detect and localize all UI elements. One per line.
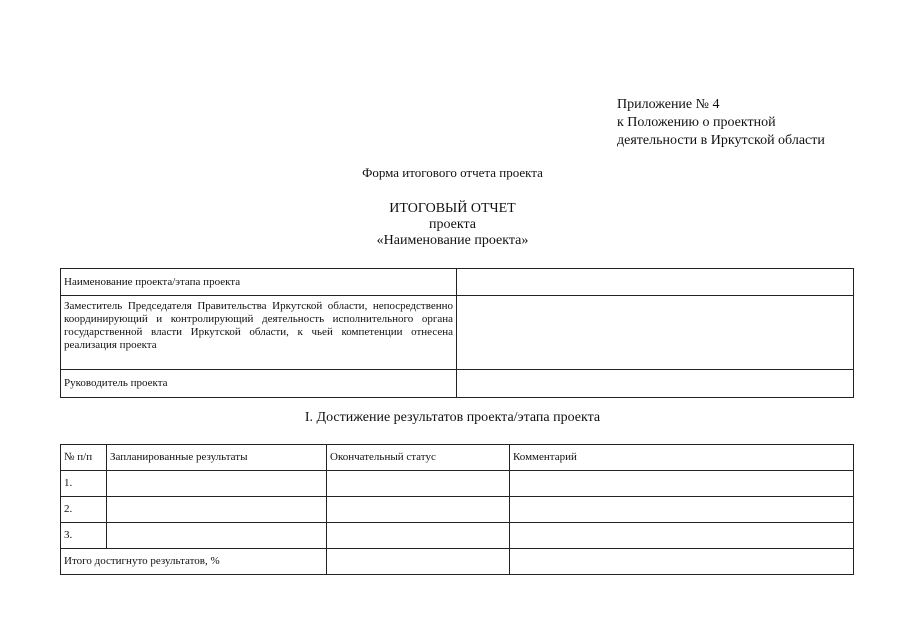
report-title: ИТОГОВЫЙ ОТЧЕТ bbox=[389, 201, 516, 216]
appendix-line-1: Приложение № 4 bbox=[617, 97, 720, 112]
row-status bbox=[327, 523, 510, 549]
table-row bbox=[61, 497, 854, 523]
info-value-project-manager bbox=[457, 370, 854, 398]
row-comment bbox=[510, 497, 854, 523]
appendix-note bbox=[617, 96, 825, 150]
row-result bbox=[107, 523, 327, 549]
report-subtitle: проекта bbox=[429, 217, 476, 232]
total-comment bbox=[510, 549, 854, 575]
results-table bbox=[60, 444, 854, 575]
row-number: 1. bbox=[61, 471, 107, 497]
info-label-deputy-chairman: Заместитель Председателя Правительства Иркутской области, непосредственно координирующий и контролирующий деятельность исполнительного органа государственной власти Иркутской области, к чьей компетенции отнесена реализация проекта bbox=[61, 296, 457, 370]
table-total-row bbox=[61, 549, 854, 575]
report-heading bbox=[0, 201, 905, 249]
table-row bbox=[61, 471, 854, 497]
info-label-project-name: Наименование проекта/этапа проекта bbox=[61, 269, 457, 296]
header-planned-results: Запланированные результаты bbox=[107, 445, 327, 471]
row-comment bbox=[510, 471, 854, 497]
info-value-deputy-chairman bbox=[457, 296, 854, 370]
table-header-row bbox=[61, 445, 854, 471]
report-project-name: «Наименование проекта» bbox=[376, 233, 529, 248]
project-info-table bbox=[60, 268, 854, 398]
row-result bbox=[107, 497, 327, 523]
info-label-project-manager: Руководитель проекта bbox=[61, 370, 457, 398]
row-comment bbox=[510, 523, 854, 549]
row-status bbox=[327, 471, 510, 497]
total-label: Итого достигнуто результатов, % bbox=[61, 549, 327, 575]
table-row bbox=[61, 370, 854, 398]
appendix-line-3: деятельности в Иркутской области bbox=[617, 133, 825, 148]
row-number: 2. bbox=[61, 497, 107, 523]
header-final-status: Окончательный статус bbox=[327, 445, 510, 471]
header-comment: Комментарий bbox=[510, 445, 854, 471]
table-row bbox=[61, 296, 854, 370]
info-value-project-name bbox=[457, 269, 854, 296]
form-title: Форма итогового отчета проекта bbox=[362, 165, 543, 180]
table-row bbox=[61, 523, 854, 549]
row-status bbox=[327, 497, 510, 523]
header-number: № п/п bbox=[61, 445, 107, 471]
total-status bbox=[327, 549, 510, 575]
table-row bbox=[61, 269, 854, 296]
row-number: 3. bbox=[61, 523, 107, 549]
appendix-line-2: к Положению о проектной bbox=[617, 115, 776, 130]
section-title: I. Достижение результатов проекта/этапа проекта bbox=[304, 410, 601, 425]
row-result bbox=[107, 471, 327, 497]
